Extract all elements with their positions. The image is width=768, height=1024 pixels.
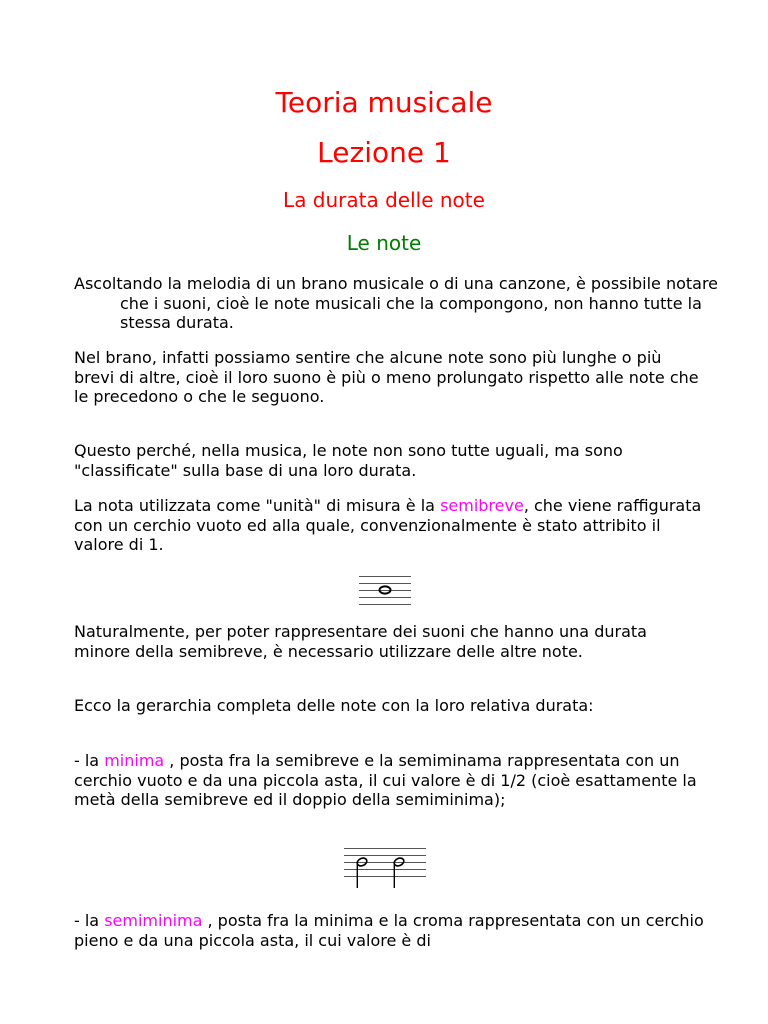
paragraph-4-text-a: La nota utilizzata come "unità" di misura è la <box>74 496 441 515</box>
minima-staff-figure <box>344 844 426 890</box>
paragraph-4 <box>74 496 704 555</box>
lesson-subtitle: La durata delle note <box>283 188 485 212</box>
paragraph-8-text-a: - la <box>74 911 105 930</box>
half-note-1 <box>356 857 368 888</box>
paragraph-6: Ecco la gerarchia completa delle note con la loro relativa durata: <box>74 696 594 715</box>
semibreve-staff-figure <box>359 572 411 608</box>
minima-term: minima <box>104 751 165 770</box>
half-note-2 <box>393 857 405 888</box>
paragraph-3: Questo perché, nella musica, le note non sono tutte uguali, ma sono "classificate" sulla base di una loro durata. <box>74 441 623 480</box>
paragraph-8-text-b: , posta fra la minima e la croma rappresentata con un cerchio pieno e da una piccola asta, il cui valore è di <box>74 911 704 950</box>
paragraph-4-text-b: , che viene raffigurata con un cerchio vuoto ed alla quale, convenzionalmente è stato attribito il valore di 1. <box>74 496 702 554</box>
paragraph-1: Ascoltando la melodia di un brano musicale o di una canzone, è possibile notare che i suoni, cioè le note musicali che la compongono, non hanno tutte la stessa durata. <box>74 274 719 332</box>
paragraph-5: Naturalmente, per poter rappresentare dei suoni che hanno una durata minore della semibreve, è necessario utilizzare delle altre note. <box>74 622 647 661</box>
lesson-title: Lezione 1 <box>317 136 451 169</box>
document-title: Teoria musicale <box>275 86 493 119</box>
semiminima-term: semiminima <box>104 911 203 930</box>
paragraph-2: Nel brano, infatti possiamo sentire che alcune note sono più lunghe o più brevi di altre, cioè il loro suono è più o meno prolungato rispetto alle note che le precedono o che le seguono. <box>74 348 699 406</box>
section-heading: Le note <box>346 231 422 255</box>
paragraph-8 <box>74 911 704 950</box>
paragraph-7 <box>74 751 704 810</box>
paragraph-7-text-a: - la <box>74 751 105 770</box>
paragraph-7-text-b: , posta fra la semibreve e la semiminama rappresentata con un cerchio vuoto e da una piccola asta, il cui valore è di 1/2 (cioè esattamente la metà della semibreve ed il doppio della semiminima); <box>74 751 697 809</box>
semibreve-term: semibreve <box>440 496 524 515</box>
